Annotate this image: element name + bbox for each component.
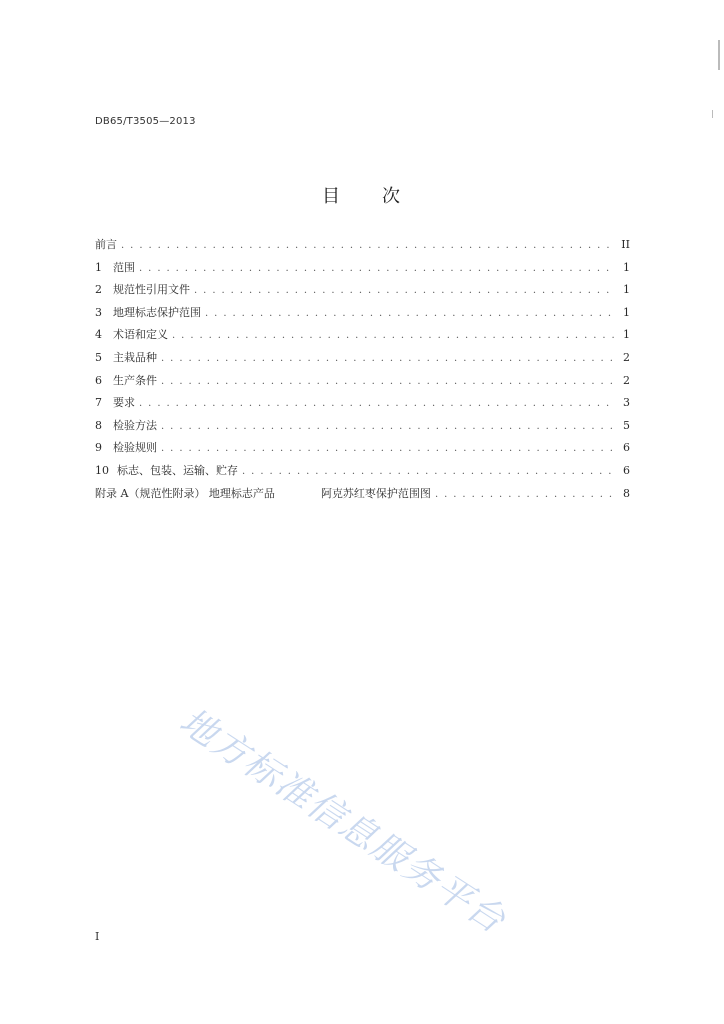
annex-label-continued: 阿克苏红枣保护范围图 xyxy=(320,486,431,500)
toc-entry-label: 前言 xyxy=(95,238,117,251)
scan-edge-mark xyxy=(718,40,720,70)
toc-entry-2[interactable] xyxy=(95,281,630,304)
toc-entry-1[interactable] xyxy=(95,259,630,282)
toc-entry-page: 1 xyxy=(623,305,630,319)
toc-entry-8[interactable] xyxy=(95,417,630,440)
toc-entry-page: 2 xyxy=(623,350,630,364)
toc-entry-label: 术语和定义 xyxy=(113,328,168,342)
toc-entry-label: 要求 xyxy=(113,396,135,410)
dot-leader xyxy=(205,308,616,319)
toc-entry-page: II xyxy=(621,238,630,251)
annex-label: 附录 A（规范性附录） 地理标志产品 xyxy=(95,486,275,500)
scan-edge-mark xyxy=(712,110,713,118)
toc-entry-number: 4 xyxy=(95,328,102,342)
dot-leader xyxy=(172,330,616,341)
toc-entry-7[interactable] xyxy=(95,394,630,417)
toc-entry-label: 地理标志保护范围 xyxy=(113,305,201,319)
toc-entry-number: 7 xyxy=(95,396,102,410)
toc-entry-page: 6 xyxy=(623,463,630,477)
toc-entry-page: 5 xyxy=(623,418,630,432)
toc-entry-label: 检验方法 xyxy=(113,418,157,432)
toc-entry-number: 10 xyxy=(95,463,109,477)
toc-entry-number: 5 xyxy=(95,350,102,364)
standard-code: DB65/T3505—2013 xyxy=(95,116,196,127)
toc-entry-page: 2 xyxy=(623,373,630,387)
toc-title xyxy=(0,182,724,208)
toc-entry-number: 8 xyxy=(95,418,102,432)
dot-leader xyxy=(161,376,616,387)
toc-entry-foreword[interactable] xyxy=(95,236,630,259)
dot-leader xyxy=(435,489,616,500)
toc-entry-label: 标志、包装、运输、贮存 xyxy=(117,463,238,477)
toc-entry-label: 范围 xyxy=(113,260,135,274)
toc-entry-page: 8 xyxy=(623,486,630,500)
dot-leader xyxy=(161,353,616,364)
dot-leader xyxy=(161,443,616,454)
toc-entry-label: 生产条件 xyxy=(113,373,157,387)
toc-entry-number: 9 xyxy=(95,441,102,455)
table-of-contents xyxy=(95,236,630,507)
toc-entry-number: 3 xyxy=(95,305,102,319)
toc-entry-9[interactable] xyxy=(95,439,630,462)
toc-entry-number: 6 xyxy=(95,373,102,387)
toc-entry-annex-a[interactable] xyxy=(95,485,630,508)
toc-entry-page: 6 xyxy=(623,441,630,455)
watermark: 地方标准信息服务平台 xyxy=(172,700,514,943)
toc-entry-10[interactable] xyxy=(95,462,630,485)
toc-entry-number: 1 xyxy=(95,260,102,274)
toc-entry-page: 3 xyxy=(623,396,630,410)
dot-leader xyxy=(242,466,616,477)
toc-entry-number: 2 xyxy=(95,283,102,297)
dot-leader xyxy=(139,263,616,274)
toc-entry-label: 检验规则 xyxy=(113,441,157,455)
dot-leader xyxy=(121,240,616,251)
title-char-2: 次 xyxy=(382,186,402,207)
toc-entry-3[interactable] xyxy=(95,304,630,327)
toc-entry-label: 规范性引用文件 xyxy=(113,283,190,297)
toc-entry-label: 主栽品种 xyxy=(113,350,157,364)
title-char-1: 目 xyxy=(322,186,342,207)
dot-leader xyxy=(139,398,616,409)
dot-leader xyxy=(161,421,616,432)
toc-entry-page: 1 xyxy=(623,283,630,297)
toc-entry-page: 1 xyxy=(623,328,630,342)
toc-entry-4[interactable] xyxy=(95,326,630,349)
toc-entry-page: 1 xyxy=(623,260,630,274)
toc-entry-6[interactable] xyxy=(95,372,630,395)
toc-entry-5[interactable] xyxy=(95,349,630,372)
page-number: I xyxy=(95,930,100,943)
dot-leader xyxy=(194,285,616,296)
